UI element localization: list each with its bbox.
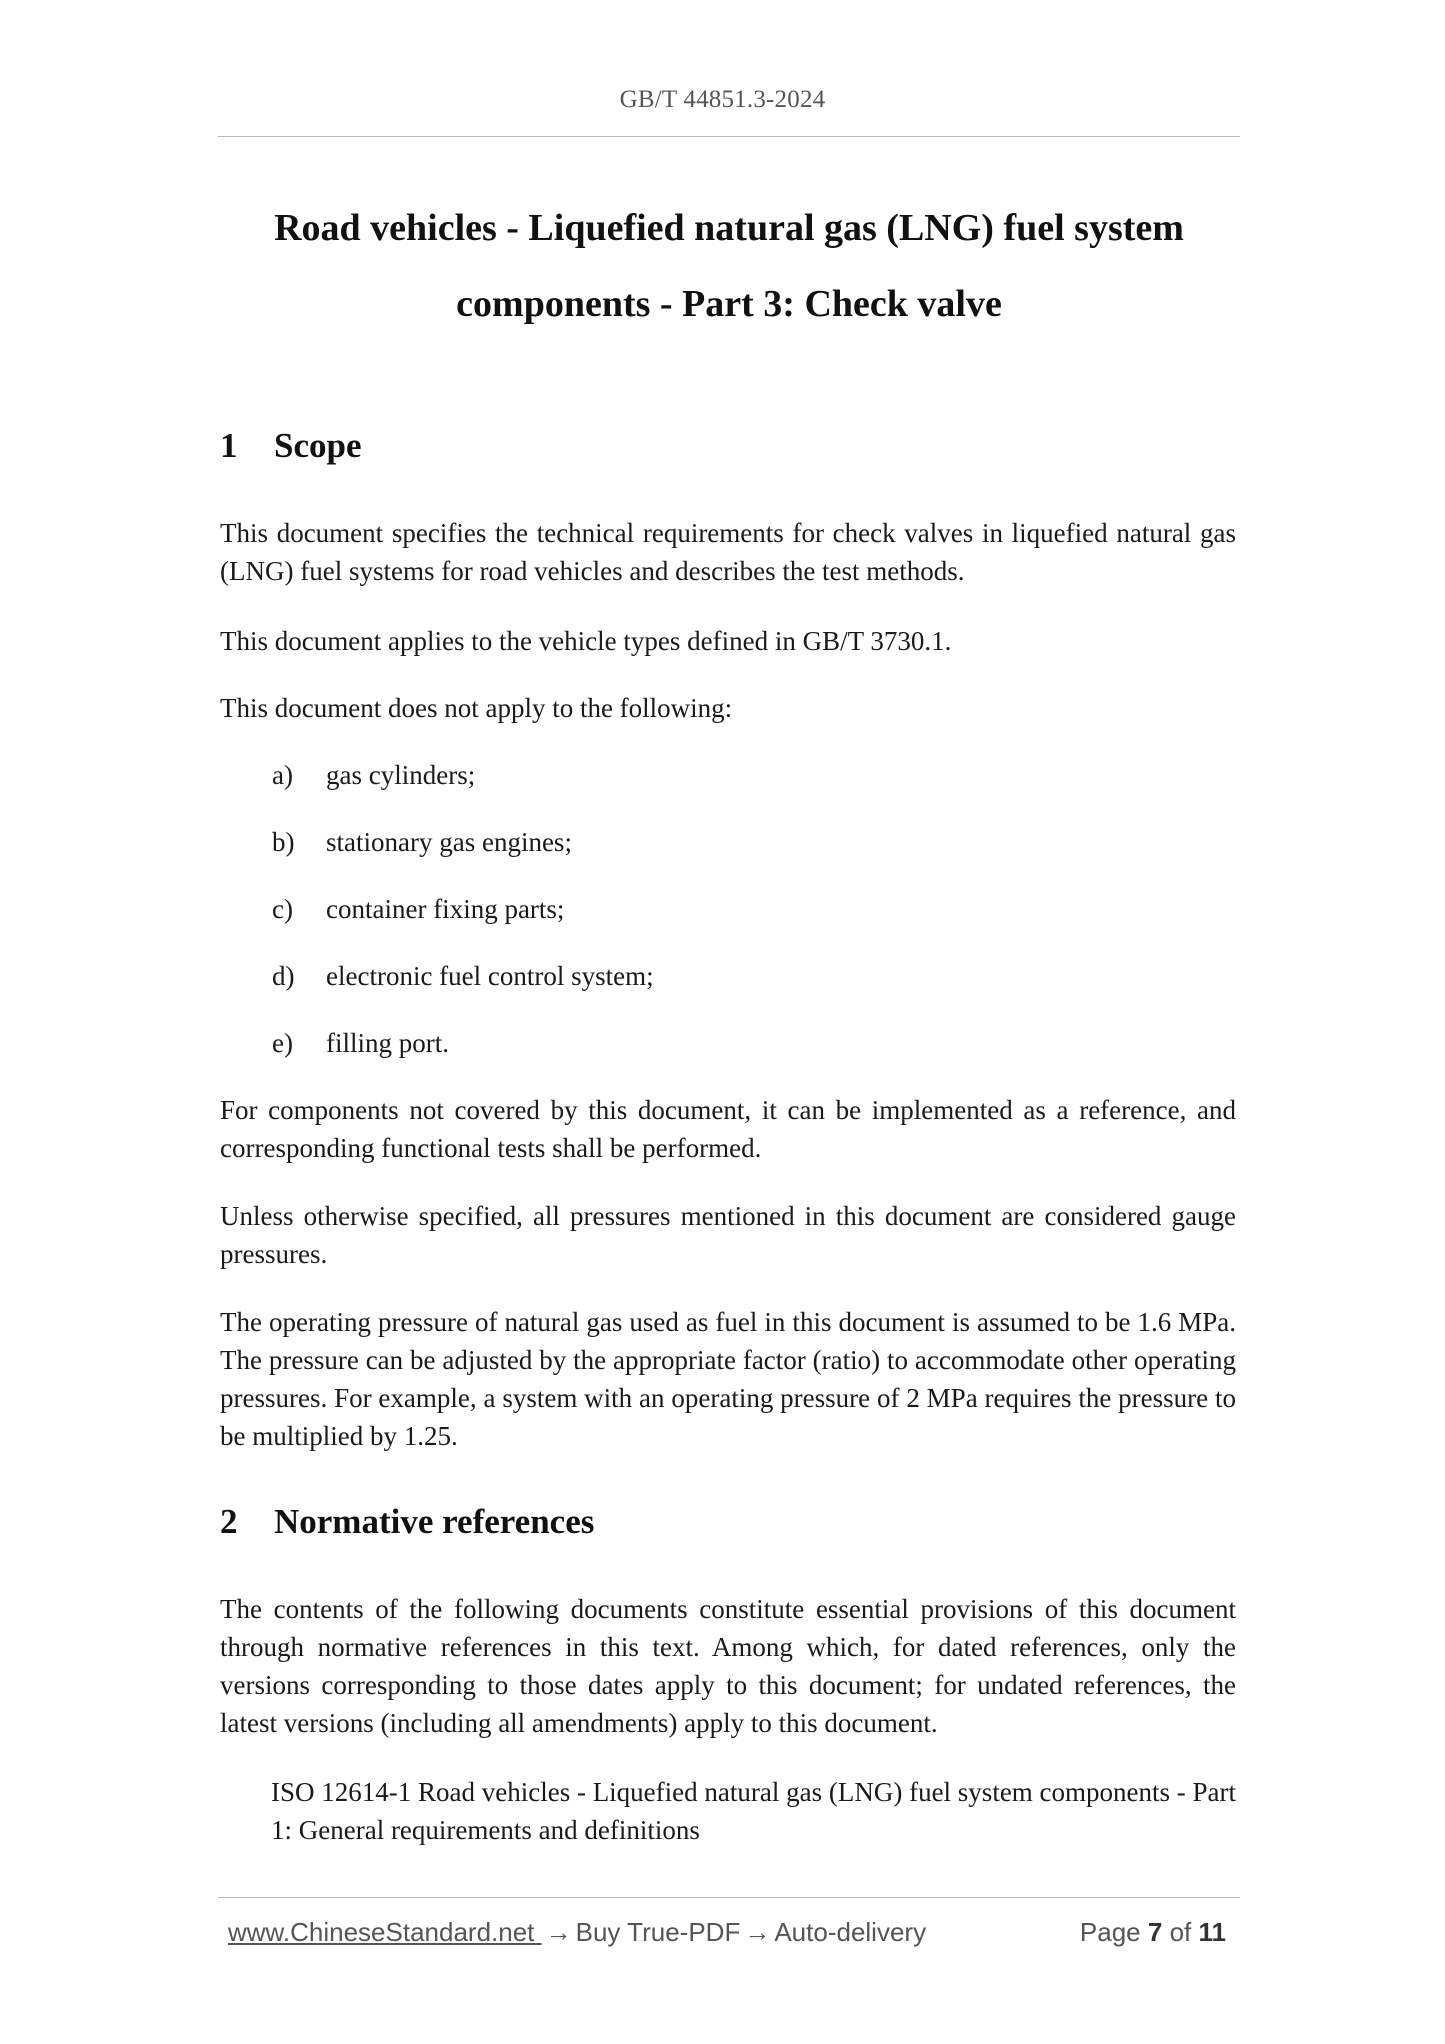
arrow-right-icon: → bbox=[744, 1917, 771, 1947]
section-2-number: 2 bbox=[220, 1502, 238, 1541]
scope-paragraph-1: This document specifies the technical requirements for check valves in liquefied natural gas (LNG) fuel systems for road vehicles and describes the test methods. bbox=[220, 518, 1236, 586]
list-item-marker: a) bbox=[272, 760, 293, 790]
list-item-marker: b) bbox=[272, 827, 295, 857]
scope-paragraph-6: The operating pressure of natural gas used as fuel in this document is assumed to be 1.6 MPa. The pressure can be adjusted by the appropriate factor (ratio) to accommodate other operating pressures. For example, a system with an operating pressure of 2 MPa requires the pressure to be multiplied by 1.25. bbox=[220, 1307, 1236, 1451]
arrow-right-icon: → bbox=[545, 1917, 572, 1947]
section-2-title: Normative references bbox=[274, 1502, 595, 1541]
section-1-heading bbox=[220, 426, 362, 466]
section-1-number: 1 bbox=[220, 426, 238, 465]
document-title-line-2: components - Part 3: Check valve bbox=[456, 283, 1002, 325]
page-current: 7 bbox=[1147, 1917, 1163, 1947]
list-item-marker: e) bbox=[272, 1028, 293, 1058]
list-item-marker: c) bbox=[272, 894, 293, 924]
list-item-marker: d) bbox=[272, 961, 295, 991]
list-item-text: electronic fuel control system; bbox=[326, 961, 654, 991]
page-of-label: of bbox=[1169, 1917, 1192, 1947]
scope-paragraph-2: This document applies to the vehicle types defined in GB/T 3730.1. bbox=[220, 626, 952, 656]
normative-references-paragraph: The contents of the following documents constitute essential provisions of this document through normative references in this text. Among which, for dated references, only the versions corresponding to those dates apply to this document; for undated references, the latest versions (including all amendments) apply to this document. bbox=[220, 1594, 1236, 1738]
list-item bbox=[272, 823, 572, 861]
document-id-header: GB/T 44851.3-2024 bbox=[619, 86, 826, 113]
list-item-text: stationary gas engines; bbox=[326, 827, 572, 857]
scope-paragraph-5: Unless otherwise specified, all pressures mentioned in this document are considered gauge pressures. bbox=[220, 1201, 1236, 1269]
auto-delivery-text: Auto-delivery bbox=[774, 1917, 927, 1947]
list-item bbox=[272, 756, 475, 794]
list-item-text: gas cylinders; bbox=[326, 760, 476, 790]
list-item bbox=[272, 890, 564, 928]
page-number bbox=[1080, 1917, 1226, 1948]
header-divider bbox=[218, 136, 1240, 137]
page-footer bbox=[228, 1917, 1238, 1957]
normative-reference-item: ISO 12614-1 Road vehicles - Liquefied natural gas (LNG) fuel system components - Part 1: General requirements and definitions bbox=[271, 1777, 1237, 1845]
section-2-heading bbox=[220, 1502, 594, 1542]
page-label: Page bbox=[1079, 1917, 1141, 1947]
footer-promo bbox=[228, 1917, 926, 1948]
buy-true-pdf-text: Buy True-PDF bbox=[575, 1917, 741, 1947]
list-item-text: container fixing parts; bbox=[326, 894, 565, 924]
document-title bbox=[218, 190, 1240, 342]
section-1-title: Scope bbox=[274, 426, 362, 465]
document-title-line-1: Road vehicles - Liquefied natural gas (LNG) fuel system bbox=[274, 207, 1184, 249]
list-item bbox=[272, 1024, 449, 1062]
page-total: 11 bbox=[1198, 1917, 1226, 1947]
scope-paragraph-4: For components not covered by this document, it can be implemented as a reference, and corresponding functional tests shall be performed. bbox=[220, 1095, 1236, 1163]
scope-paragraph-3: This document does not apply to the following: bbox=[220, 693, 733, 723]
site-link[interactable]: www.ChineseStandard.net bbox=[228, 1917, 542, 1947]
footer-divider bbox=[218, 1897, 1240, 1898]
list-item bbox=[272, 957, 654, 995]
list-item-text: filling port. bbox=[326, 1028, 449, 1058]
